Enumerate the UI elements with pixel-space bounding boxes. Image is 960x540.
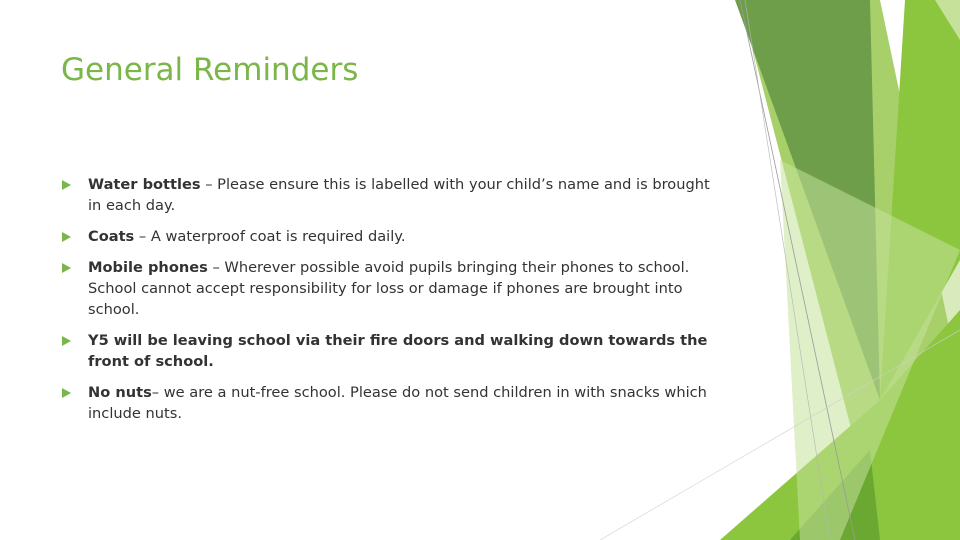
item-heading: Y5 will be leaving school via their fire doors and walking down towards the front of school.: [88, 332, 708, 370]
list-item: [62, 382, 727, 424]
item-text: – A waterproof coat is required daily.: [134, 228, 406, 245]
triangle-bullet-icon: [62, 232, 71, 242]
reminder-list: [62, 174, 727, 434]
item-heading: Coats: [88, 228, 135, 245]
list-item: [62, 174, 727, 216]
triangle-bullet-icon: [62, 388, 71, 398]
list-item: [62, 257, 727, 320]
item-heading: Water bottles: [88, 176, 201, 193]
item-text: – Please ensure this is labelled with your child’s name and is brought in each day.: [88, 176, 710, 214]
item-text: – Wherever possible avoid pupils bringing their phones to school. School cannot accept responsibility for loss or damage if phones are brought into school.: [88, 259, 690, 318]
triangle-bullet-icon: [62, 336, 71, 346]
item-heading: No nuts: [88, 384, 152, 401]
item-heading: Mobile phones: [88, 259, 208, 276]
list-item: [62, 226, 727, 247]
triangle-bullet-icon: [62, 180, 71, 190]
list-item: [62, 330, 727, 372]
triangle-bullet-icon: [62, 263, 71, 273]
item-text: – we are a nut-free school. Please do not send children in with snacks which include nuts.: [88, 384, 707, 422]
page-title: General Reminders: [61, 52, 359, 88]
